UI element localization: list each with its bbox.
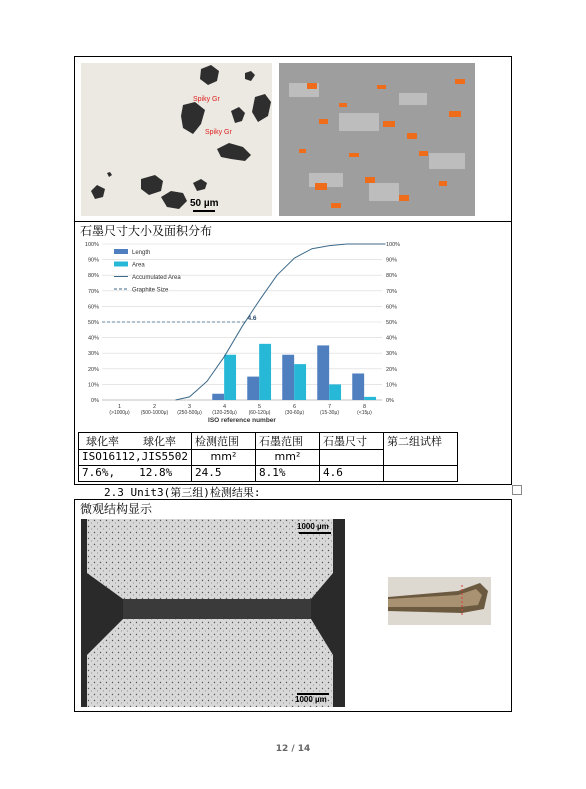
bar-area	[259, 344, 271, 400]
micrograph-left-drawing	[81, 63, 272, 216]
table-unit-2: mm²	[255, 450, 319, 466]
y-tick-label: 10%	[87, 382, 99, 389]
table-graphite-range-value: 8.1%	[255, 466, 319, 482]
micrograph-right	[279, 63, 475, 216]
table-range-value: 24.5	[191, 466, 255, 482]
y-tick-label: 50%	[87, 320, 99, 326]
y-tick-label: 20%	[87, 366, 99, 373]
graphite-section-title: 石墨尺寸大小及面积分布	[80, 224, 213, 238]
x-tick-label: 4	[222, 404, 227, 410]
part-photo	[388, 577, 491, 625]
y-tick-label: 0%	[91, 398, 99, 404]
micrograph-right-drawing	[279, 63, 475, 216]
x-tick-label: 7	[327, 404, 332, 410]
part-photo-drawing	[388, 577, 491, 625]
bar-area	[294, 364, 306, 400]
table-graphite-size-value: 4.6	[319, 466, 383, 482]
x-tick-sublabel: (>1000μ)	[109, 410, 130, 416]
y-tick-label-right: 70%	[386, 288, 398, 295]
graphite-size-annotation: 4.6	[247, 315, 257, 322]
scale-top-label: 1000 µm	[297, 522, 329, 531]
micrograph-left	[81, 63, 272, 216]
scale-bar-line	[193, 210, 215, 212]
table-standard: ISO16112,JIS5502	[79, 450, 192, 466]
y-tick-label-right: 90%	[386, 257, 398, 264]
y-tick-label-right: 40%	[386, 335, 398, 342]
scale-bottom-label: 1000 µm	[295, 695, 327, 704]
x-tick-sublabel: (250-500μ)	[177, 410, 202, 416]
results-table	[78, 432, 458, 482]
legend-label: Area	[132, 262, 145, 269]
x-axis-label: ISO reference number	[208, 417, 276, 424]
bar-area	[364, 397, 376, 400]
graphite-distribution-chart	[76, 238, 436, 432]
y-tick-label: 30%	[87, 351, 99, 358]
y-tick-label-right: 10%	[386, 382, 398, 389]
table-header-range: 检测范围	[191, 433, 255, 450]
x-tick-sublabel: (500-1000μ)	[140, 410, 169, 416]
table-header-nodularity	[79, 433, 192, 450]
table-header-graphite-size: 石墨尺寸	[319, 433, 383, 450]
y-tick-label-right: 100%	[386, 242, 401, 248]
y-tick-label: 40%	[87, 335, 99, 342]
x-tick-label: 5	[257, 404, 262, 410]
y-tick-label-right: 50%	[386, 320, 398, 326]
bar-area	[224, 355, 236, 400]
x-tick-label: 2	[152, 404, 157, 410]
bar-length	[317, 345, 329, 400]
y-tick-label-right: 20%	[386, 366, 398, 373]
margin-checkbox[interactable]	[512, 485, 522, 495]
table-unit-1: mm²	[191, 450, 255, 466]
bar-area	[329, 384, 341, 400]
table-nodularity-values	[79, 466, 192, 482]
x-tick-label: 3	[187, 404, 192, 410]
x-tick-label: 6	[292, 404, 297, 410]
microstructure-drawing	[81, 519, 345, 707]
x-tick-sublabel: (60-120μ)	[248, 410, 271, 416]
y-tick-label-right: 60%	[386, 304, 398, 311]
table-empty-cell	[383, 466, 457, 482]
bar-length	[212, 394, 224, 400]
table-header-sample-group: 第二组试样	[383, 433, 457, 466]
x-tick-label: 8	[362, 404, 367, 410]
bar-length	[247, 377, 259, 400]
scale-bottom-line	[297, 693, 329, 695]
header-nodularity-2: 球化率	[143, 435, 176, 448]
scale-bar-label: 50 µm	[190, 198, 219, 209]
table-unit-3	[319, 450, 383, 466]
microstructure-subtitle: 微观结构显示	[80, 502, 153, 516]
x-tick-sublabel: (15-30μ)	[320, 410, 339, 416]
x-tick-sublabel: (120-250μ)	[212, 410, 237, 416]
legend-label: Graphite Size	[132, 287, 169, 294]
legend-swatch	[114, 249, 128, 254]
y-tick-label: 60%	[87, 304, 99, 311]
value-nodularity-2: 12.8%	[139, 466, 173, 479]
x-tick-sublabel: (30-60μ)	[285, 410, 304, 416]
x-tick-sublabel: (<15μ)	[357, 410, 372, 416]
bar-length	[352, 373, 364, 400]
scale-top-line	[299, 532, 331, 534]
legend-label: Accumulated Area	[132, 275, 181, 281]
x-tick-label: 1	[117, 404, 122, 410]
section-3-heading: 2.3 Unit3(第三组)检测结果:	[104, 486, 261, 499]
page-number: 12 / 14	[275, 744, 311, 754]
y-tick-label-right: 80%	[386, 273, 398, 280]
spiky-label-1: Spiky Gr	[193, 96, 220, 103]
y-tick-label-right: 30%	[386, 351, 398, 358]
y-tick-label: 100%	[84, 242, 99, 248]
bar-length	[282, 355, 294, 400]
legend-swatch	[114, 262, 128, 267]
value-nodularity-1: 7.6%,	[82, 466, 116, 479]
y-tick-label: 90%	[87, 257, 99, 264]
spiky-label-2: Spiky Gr	[205, 129, 232, 136]
microstructure-image	[81, 519, 345, 707]
legend-label: Length	[132, 250, 151, 256]
y-tick-label: 70%	[87, 288, 99, 295]
table-header-graphite-range: 石墨范围	[255, 433, 319, 450]
header-nodularity-1: 球化率	[86, 435, 119, 448]
y-tick-label-right: 0%	[386, 398, 394, 404]
y-tick-label: 80%	[87, 273, 99, 280]
